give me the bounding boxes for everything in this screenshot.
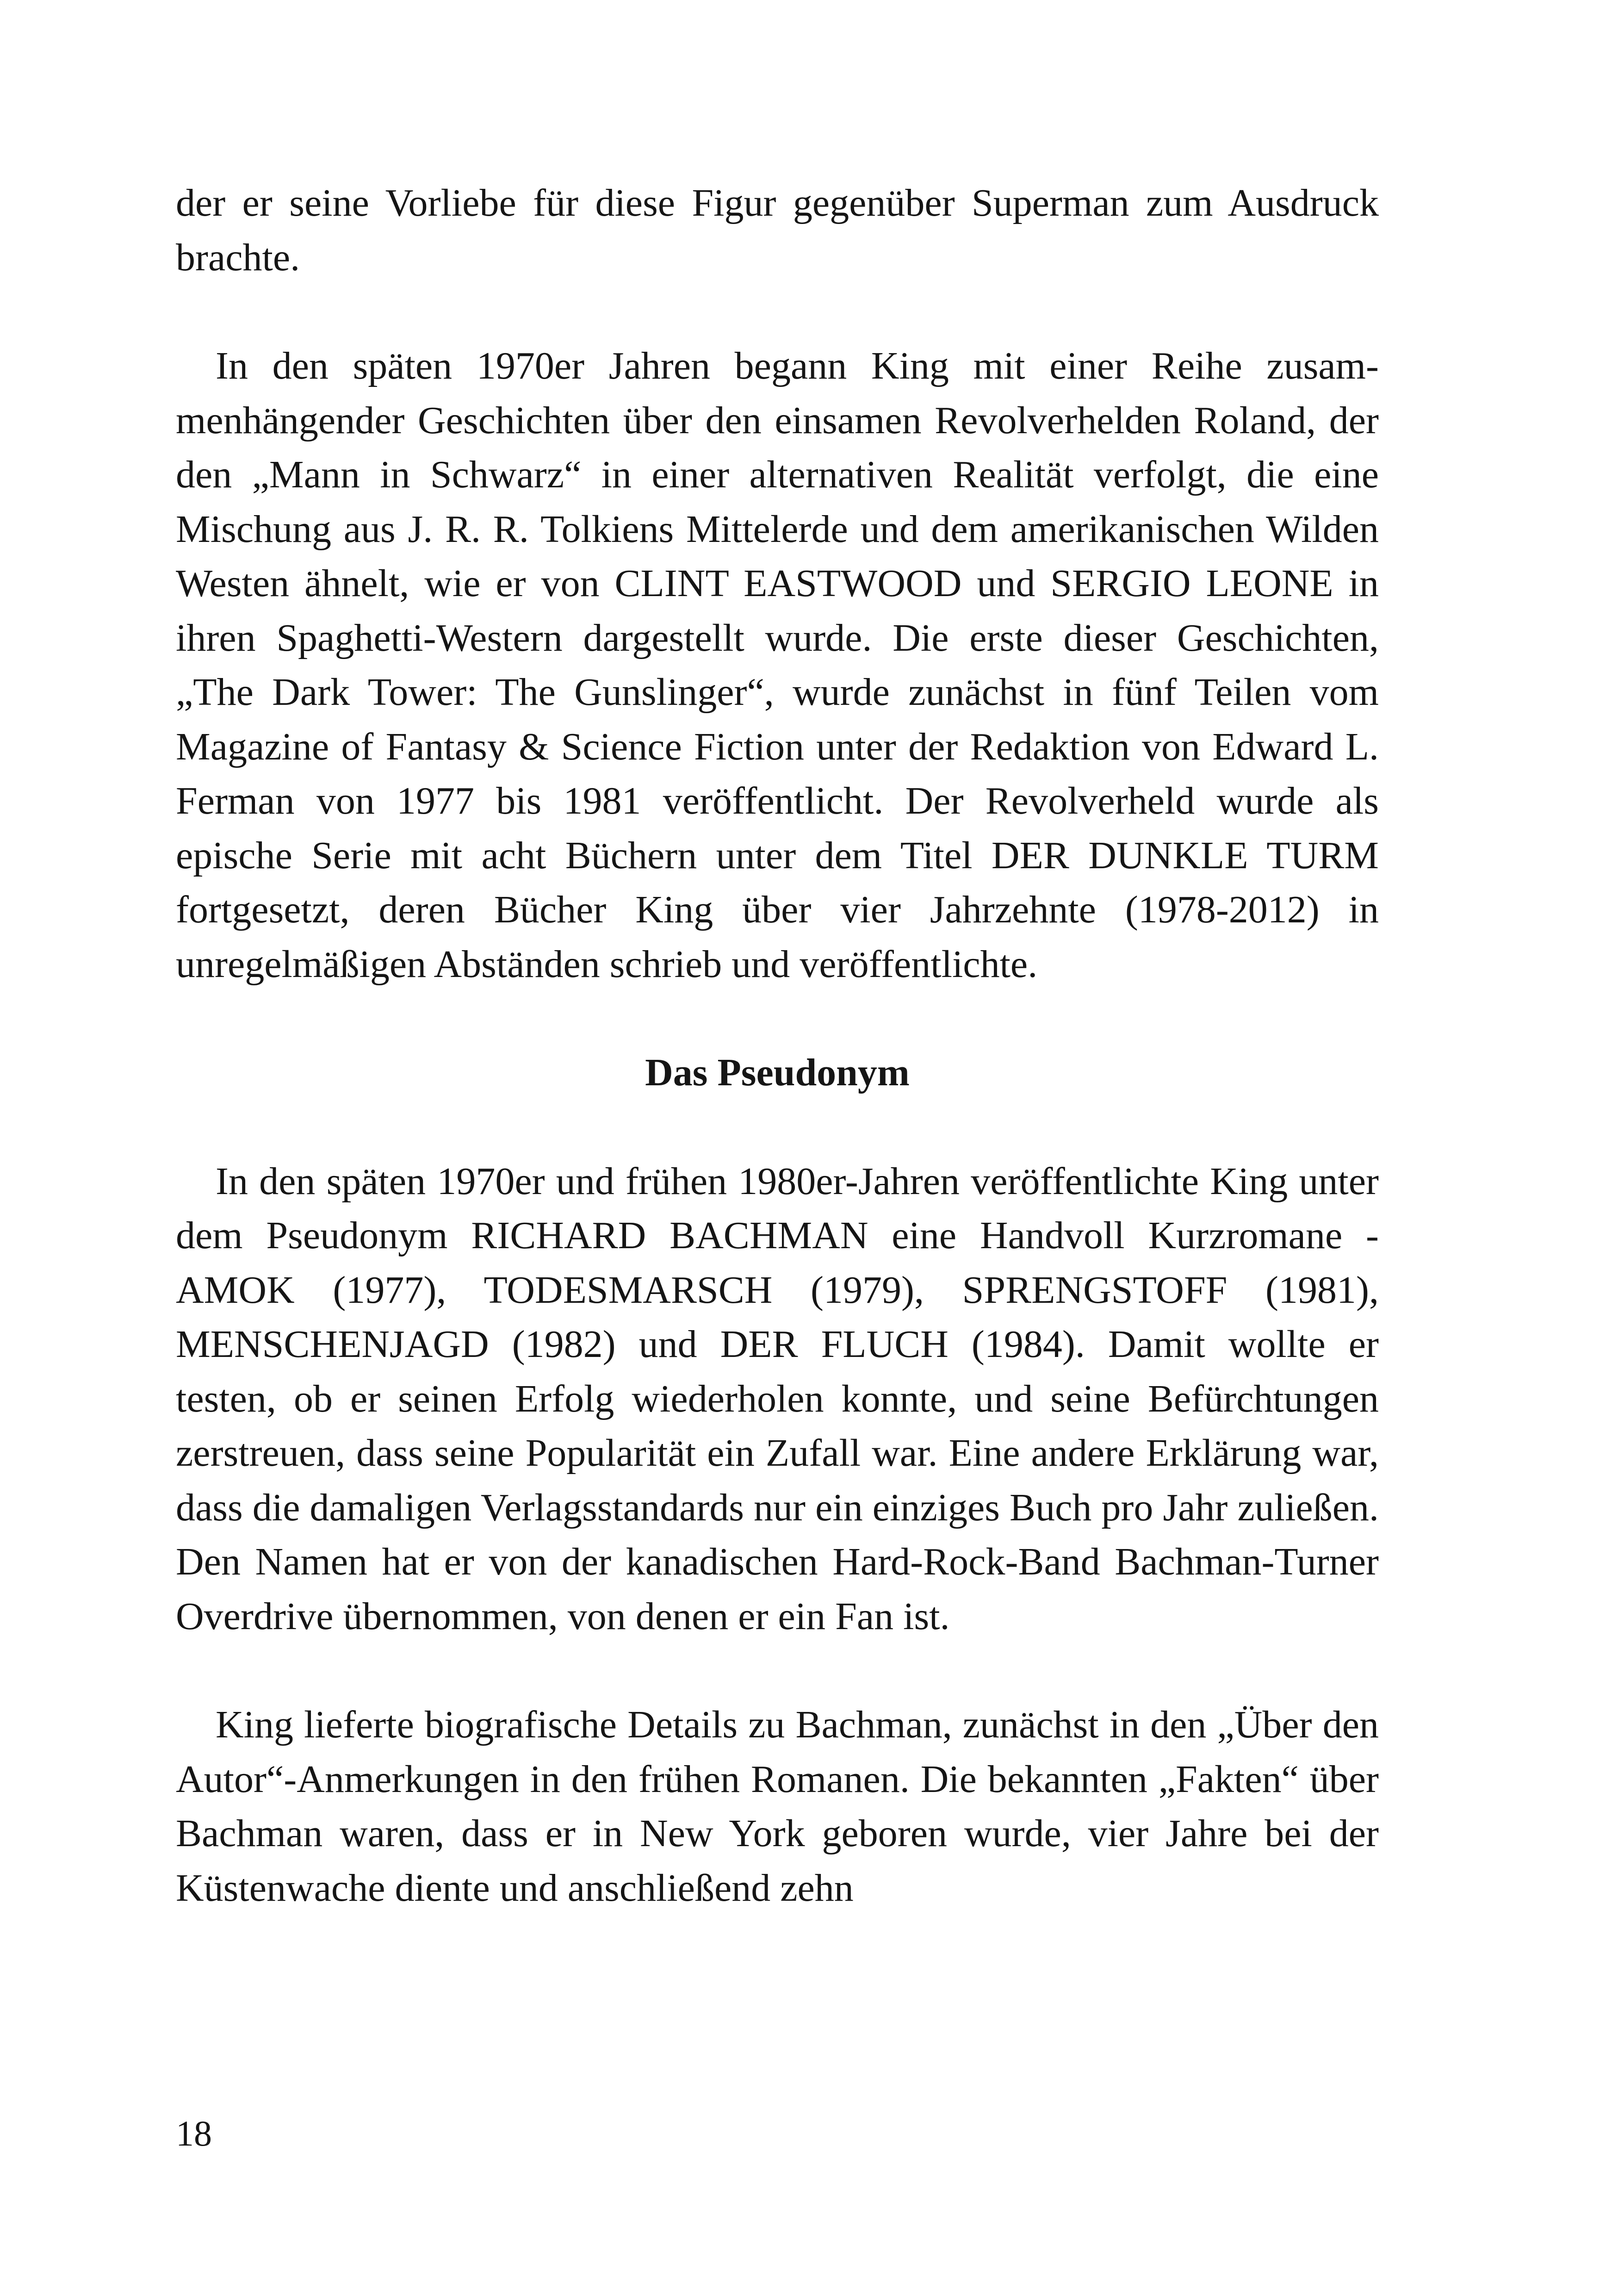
paragraph-continued: der er seine Vorliebe für diese Figur gegenüber Superman zum Ausdruck brachte.	[176, 181, 1379, 279]
paragraph-biography: King lieferte biografische Details zu Bachman, zunächst in den „Über den Autor“-Anmerkungen in den frühen Romanen. Die bekannten „Fakten“ über Bachman waren, dass er in New York geboren wurde, vier Jahre bei der Küstenwache diente und anschließend zehn	[176, 1703, 1379, 1910]
paragraph-spacer	[176, 991, 1379, 1045]
paragraph-dark-tower: In den späten 1970er Jahren begann King mit einer Reihe zusammenhängender Geschichten über den einsamen Revolverhelden Roland, der den „Mann in Schwarz“ in einer alternativen Realität verfolgt, die eine Mischung aus J. R. R. Tolkiens Mittelerde und dem amerikanischen Wilden Westen ähnelt, wie er von CLINT EASTWOOD und SERGIO LEONE in ihren Spaghetti-Western dargestellt wurde. Die erste dieser Geschichten, „The Dark Tower: The Gunslinger“, wurde zunächst in fünf Teilen vom Magazine of Fantasy & Science Fiction unter der Redaktion von Edward L. Ferman von 1977 bis 1981 veröffentlicht. Der Revolverheld wurde als epische Serie mit acht Büchern unter dem Titel DER DUNKLE TURM fortgesetzt, deren Bücher King über vier Jahrzehnte (1978-2012) in unregelmäßigen Abständen schrieb und veröffentlichte.	[176, 344, 1379, 986]
section-heading: Das Pseudonym	[645, 1051, 910, 1094]
page-number: 18	[176, 2113, 212, 2153]
paragraph-pseudonym: In den späten 1970er und frühen 1980er-Jahren veröffentlichte King unter dem Pseudonym RICHARD BACHMAN eine Handvoll Kurzromane - AMOK (1977), TODESMARSCH (1979), SPRENGSTOFF (1981), MENSCHENJAGD (1982) und DER FLUCH (1984). Damit wollte er testen, ob er seinen Erfolg wiederholen konnte, und seine Befürchtungen zerstreuen, dass seine Popularität ein Zufall war. Eine andere Erklärung war, dass die damaligen Verlagsstandards nur ein einziges Buch pro Jahr zuließen. Den Namen hat er von der kanadischen Hard-Rock-Band Bachman-Turner Overdrive übernommen, von denen er ein Fan ist.	[176, 1159, 1379, 1638]
paragraph-spacer	[176, 1100, 1379, 1154]
paragraph-spacer	[176, 1643, 1379, 1698]
paragraph-spacer	[176, 285, 1379, 339]
body-text	[176, 176, 1379, 1915]
